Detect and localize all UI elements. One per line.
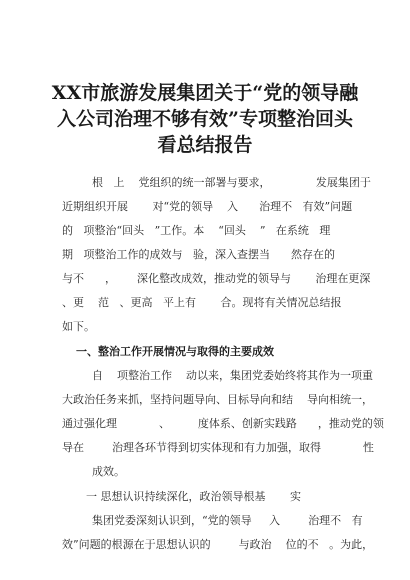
paragraph-2-line-4: 导在 治理各环节得到切实体现和有力加强，取得 性: [62, 441, 374, 454]
section-heading-1: 一、整治工作开展情况与取得的主要成效: [76, 345, 274, 358]
paragraph-1-line-1: 根 上 党组织的统一部署与要求， 发展集团于: [92, 176, 371, 189]
paragraph-3-line-1: 集团党委深刻认识到，“党的领导 入 治理不 有: [92, 514, 363, 527]
paragraph-1-line-7: 如下。: [62, 320, 95, 333]
paragraph-2-line-1: 自 项整治工作 动以来，集团党委始终将其作为一项重: [92, 369, 373, 382]
paragraph-3-line-2: 效”问题的根源在于思想认识的 与政治 位的不 。为此，: [62, 538, 374, 551]
paragraph-1-line-4: 期 项整治工作的成效与 验，深入查摆当 然存在的: [62, 248, 335, 261]
paragraph-2-line-3: 通过强化理 、 度体系、创新实践路 ，推动党的领: [62, 417, 384, 430]
report-title-line-2: 入公司治理不够有效”专项整治回头: [57, 108, 353, 130]
subsection-heading-1: 一 思想认识持续深化，政治领导根基 实: [86, 490, 301, 503]
paragraph-2-line-2: 大政治任务来抓，坚持问题导向、目标导向和结 导向相统一，: [62, 393, 373, 406]
paragraph-1-line-3: 的 项整治“回头 ”工作。本 “回头 ” 在系统 理: [62, 224, 331, 237]
paragraph-1-line-5: 与不 ， 深化整改成效，推动党的领导与 治理在更深: [62, 272, 371, 285]
paragraph-2-line-5: 成效。: [92, 465, 125, 478]
paragraph-1-line-2: 近期组织开展 对“党的领导 入 治理不 有效”问题: [62, 200, 353, 213]
report-title-line-3: 看总结报告: [157, 134, 253, 156]
report-title-line-1: XX市旅游发展集团关于“党的领导融: [51, 82, 359, 104]
paragraph-1-line-6: 、更 范 、更高 平上有 合。现将有关情况总结报: [62, 296, 342, 309]
